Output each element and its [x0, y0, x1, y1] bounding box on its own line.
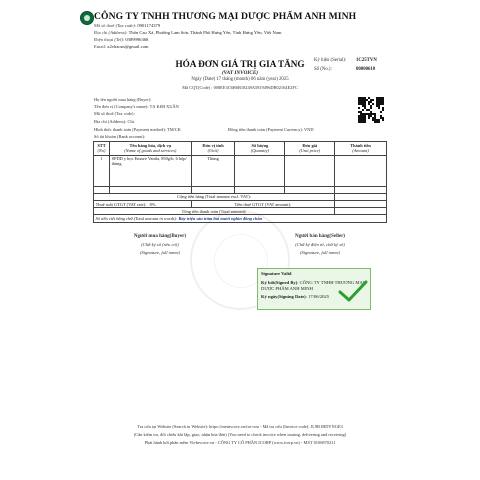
- col-header-name: Tên hàng hóa, dịch vụ (Name of goods and services): [109, 142, 191, 156]
- payment-currency: Đồng tiền thanh toán (Payment Currency): VND: [228, 127, 314, 132]
- table-row: 1 SPDD y học Ensure Vanila, 850g/h, 6 hộp/ thùng Thùng: [94, 155, 387, 186]
- footer-issuer: Phát hành bởi phần mềm VieInvoice.vn - CÔNG TY CỔ PHẦN ICORP (www.icorp.vn) - MST 0106870211: [144, 440, 336, 445]
- invoice-date: Ngày (Date) 17 tháng (month) 06 năm (year) 2025: [191, 77, 289, 82]
- buyer-signature-block: Người mua hàng(Buyer) (Chữ ký số (nếu có)) (Signature, full name): [133, 234, 187, 255]
- signed-by: Ký bởi(Signed By): CÔNG TY TNHH THƯƠNG MẠI DƯỢC PHẨM ANH MINH: [261, 280, 365, 292]
- signature-valid-label: Signature Valid: [261, 271, 292, 276]
- company-logo-icon: [80, 11, 94, 25]
- buyer-name: Họ tên người mua hàng (Buyer):: [94, 97, 152, 102]
- subtotal-row: Cộng tiền hàng (Total amount excl. VAT):: [94, 193, 387, 200]
- seller-email: Email: a2vhaons@gmail.com: [94, 44, 149, 49]
- invoice-number: Số (No.): 00000610: [314, 67, 376, 72]
- buyer-tax-code: Mã số thuế (Tax code):: [94, 111, 135, 116]
- seller-tax-code: Mã số thuế (Tax code): 0901174379: [94, 23, 161, 28]
- col-header-unit: Đơn vị tính (Unit): [191, 142, 235, 156]
- seller-signature-block: Người bán hàng(Seller) (Chữ ký điện tử, chữ ký số) (Signature, full name): [295, 234, 345, 255]
- vat-row: Thuế suất GTGT (VAT rate): 8% Tiền thuế GTGT (VAT amount):: [94, 200, 387, 207]
- buyer-bank-account: Số tài khoản (Bank account):: [94, 134, 146, 139]
- buyer-company: Tên đơn vị (Company's name): TẠ KIM XUÂN: [94, 104, 179, 109]
- seller-phone: Điện thoại (Tel): 0389996368: [94, 37, 149, 42]
- seller-address: Địa chỉ (Address): Thôn Cao Xá, Phường Lam Sơn, Thành Phố Hưng Yên, Tỉnh Hưng Yên, Việt Nam: [94, 30, 282, 35]
- total-row: Tổng tiền thanh toán (Total amount):: [94, 208, 387, 215]
- col-header-amount: Thành tiền (Amount): [335, 142, 387, 156]
- invoice-serial: Ký hiệu (Serial): 1C25TVN: [314, 58, 377, 63]
- invoice-title: HÓA ĐƠN GIÁ TRỊ GIA TĂNG: [175, 59, 305, 69]
- invoice-title-en: (VAT INVOICE): [221, 70, 259, 76]
- col-header-no: STT (No): [94, 142, 110, 156]
- col-header-price: Đơn giá (Unit price): [285, 142, 335, 156]
- amount-in-words-row: Số tiền viết bằng chữ (Total amount in words): Bảy triệu sáu trăm hai mươi nghìn đồng chẵn: [94, 215, 387, 222]
- invoice-cqt-code: Mã CQT(Code) : 008EE3C6B6B18249A5819496DB02164E2FC: [182, 85, 298, 90]
- table-header-row: [94, 142, 387, 156]
- signing-date: Ký ngày(Signing Date): 17/06/2025: [261, 293, 330, 299]
- table-row-blank: [94, 186, 387, 193]
- buyer-address: Địa chỉ (Address): Chi.: [94, 119, 135, 124]
- items-table: [93, 141, 387, 223]
- col-header-quantity: Số lượng (Quantity): [235, 142, 285, 156]
- buyer-payment-method: Hình thức thanh toán (Payment method): TM/CK: [94, 127, 181, 132]
- check-mark-icon: [338, 279, 368, 303]
- footer-check-note: (Cần kiểm tra, đối chiếu khi lập, giao, nhận hóa đơn) (You need to check invoice when issuing, delivering and receiving): [133, 432, 347, 437]
- digital-signature-box: [257, 268, 371, 310]
- seller-company-name: CÔNG TY TNHH THƯƠNG MẠI DƯỢC PHẨM ANH MINH: [94, 11, 357, 22]
- footer-lookup: Tra cứu tại Website (Search in Website): https://meinvoice.vn/tra-cuu - Mã tra cứu (Invoice code): JL9R1BDYNGE3: [137, 424, 343, 429]
- qr-code-icon: [358, 97, 384, 123]
